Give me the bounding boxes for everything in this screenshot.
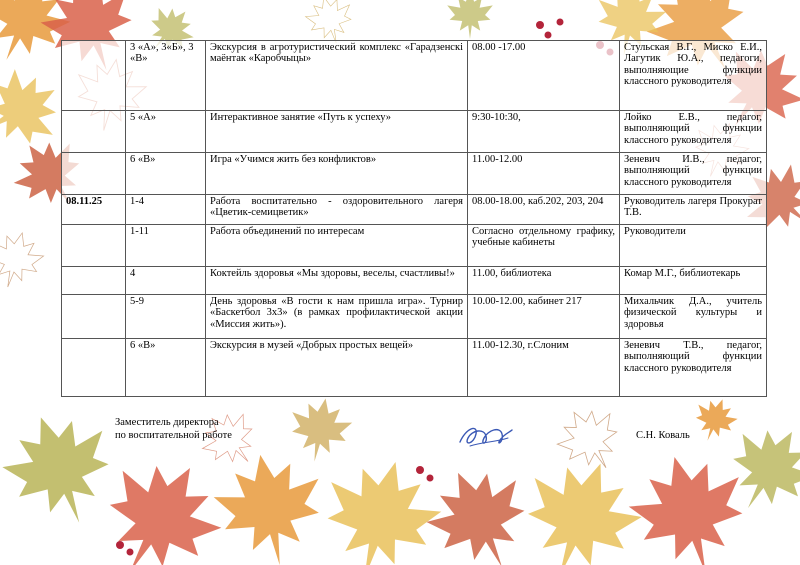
table-row: [62, 339, 767, 397]
grade-cell: 1-11: [126, 225, 206, 267]
grade-cell: 3 «А», 3«Б», 3 «В»: [126, 41, 206, 111]
responsible-cell: Лойко Е.В., педагог, выполняющий функции классного руководителя: [620, 111, 767, 153]
responsible-cell: Стульская В.Г., Миско Е.И., Лагутик Ю.А., педагоги, выполняющие функции классного руководителя: [620, 41, 767, 111]
grade-cell: 4: [126, 267, 206, 295]
event-cell: День здоровья «В гости к нам пришла игра». Турнир «Баскетбол 3х3» (в рамках профилактической акции «Миссия жить»).: [206, 295, 468, 339]
event-cell: Работа воспитательно - оздоровительного лагеря «Цветик-семицветик»: [206, 195, 468, 225]
table-row: [62, 267, 767, 295]
grade-cell: 6 «В»: [126, 153, 206, 195]
event-cell: Экскурсия в агротуристический комплекс «Гарадзенскі маёнтак «Каробчыцы»: [206, 41, 468, 111]
signatory-position: [115, 416, 232, 442]
responsible-cell: Зеневич И.В., педагог, выполняющий функции классного руководителя: [620, 153, 767, 195]
events-schedule-table: [61, 40, 767, 397]
responsible-cell: Комар М.Г., библиотекарь: [620, 267, 767, 295]
table-row: [62, 111, 767, 153]
date-cell: [62, 111, 126, 153]
date-cell: [62, 295, 126, 339]
grade-cell: 1-4: [126, 195, 206, 225]
position-line-1: Заместитель директора: [115, 417, 219, 428]
date-cell: [62, 41, 126, 111]
responsible-cell: Михальчик Д.А., учитель физической культуры и здоровья: [620, 295, 767, 339]
handwritten-signature: [456, 420, 516, 452]
date-cell: [62, 339, 126, 397]
time-cell: 08.00 -17.00: [468, 41, 620, 111]
date-cell: [62, 267, 126, 295]
table-row: [62, 153, 767, 195]
responsible-cell: Зеневич Т.В., педагог, выполняющий функции классного руководителя: [620, 339, 767, 397]
event-cell: Коктейль здоровья «Мы здоровы, веселы, счастливы!»: [206, 267, 468, 295]
table-row: [62, 41, 767, 111]
time-cell: 11.00-12.00: [468, 153, 620, 195]
event-cell: Работа объединений по интересам: [206, 225, 468, 267]
date-cell: 08.11.25: [62, 195, 126, 225]
table-row: [62, 195, 767, 225]
date-cell: [62, 225, 126, 267]
event-cell: Экскурсия в музей «Добрых простых вещей»: [206, 339, 468, 397]
time-cell: 11.00-12.30, г.Слоним: [468, 339, 620, 397]
time-cell: 10.00-12.00, кабинет 217: [468, 295, 620, 339]
time-cell: 11.00, библиотека: [468, 267, 620, 295]
event-cell: Интерактивное занятие «Путь к успеху»: [206, 111, 468, 153]
time-cell: 9:30-10:30,: [468, 111, 620, 153]
responsible-cell: Руководитель лагеря Прокурат Т.В.: [620, 195, 767, 225]
grade-cell: 5-9: [126, 295, 206, 339]
grade-cell: 5 «А»: [126, 111, 206, 153]
date-cell: [62, 153, 126, 195]
grade-cell: 6 «В»: [126, 339, 206, 397]
table-row: [62, 225, 767, 267]
responsible-cell: Руководители: [620, 225, 767, 267]
position-line-2: по воспитательной работе: [115, 430, 232, 441]
event-cell: Игра «Учимся жить без конфликтов»: [206, 153, 468, 195]
signer-name: С.Н. Коваль: [636, 430, 690, 441]
time-cell: Согласно отдельному графику, учебные кабинеты: [468, 225, 620, 267]
time-cell: 08.00-18.00, каб.202, 203, 204: [468, 195, 620, 225]
table-row: [62, 295, 767, 339]
